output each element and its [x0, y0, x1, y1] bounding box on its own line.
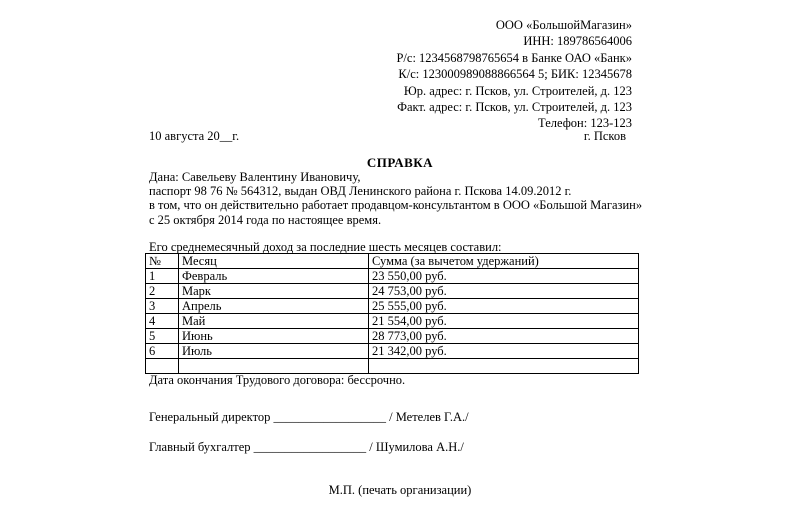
table-cell: 6 [146, 344, 179, 359]
table-row [146, 299, 639, 314]
income-intro: Его среднемесячный доход за последние шесть месяцев составил: [149, 240, 502, 254]
table-header-cell: Сумма (за вычетом удержаний) [369, 254, 639, 269]
organization-inn: ИНН: 189786564006 [523, 34, 632, 49]
body-line-period: с 25 октября 2014 года по настоящее время. [149, 212, 382, 227]
table-row [146, 284, 639, 299]
table-row [146, 344, 639, 359]
table-cell: Февраль [179, 269, 369, 284]
organization-requisites [396, 17, 632, 132]
stamp-placeholder: М.П. (печать организации) [328, 483, 472, 497]
organization-account: Р/с: 1234568798765654 в Банке ОАО «Банк» [396, 50, 632, 65]
table-row [146, 359, 639, 374]
table-cell: 23 550,00 руб. [369, 269, 639, 284]
accountant-signature-line: Главный бухгалтер __________________ / Шумилова А.Н./ [149, 440, 464, 454]
body-line-employment: в том, что он действительно работает продавцом-консультантом в ООО «Большой Магазин» [149, 198, 643, 213]
table-cell: 24 753,00 руб. [369, 284, 639, 299]
issue-date: 10 августа 20__г. [149, 129, 240, 143]
certificate-body [149, 170, 642, 227]
table-cell: 21 554,00 руб. [369, 314, 639, 329]
table-cell [369, 359, 639, 374]
table-cell [179, 359, 369, 374]
table-cell: Апрель [179, 299, 369, 314]
table-row [146, 269, 639, 284]
organization-legal-address: Юр. адрес: г. Псков, ул. Строителей, д. 123 [403, 83, 632, 98]
table-cell: 25 555,00 руб. [369, 299, 639, 314]
organization-actual-address: Факт. адрес: г. Псков, ул. Строителей, д. 123 [397, 100, 632, 115]
issue-city: г. Псков [583, 129, 626, 143]
table-cell: Май [179, 314, 369, 329]
table-cell: 4 [146, 314, 179, 329]
table-cell: 1 [146, 269, 179, 284]
organization-phone: Телефон: 123-123 [538, 116, 632, 131]
document-title: СПРАВКА [366, 155, 434, 170]
table-cell: 2 [146, 284, 179, 299]
table-cell: Марк [179, 284, 369, 299]
body-line-passport: паспорт 98 76 № 564312, выдан ОВД Ленинского района г. Пскова 14.09.2012 г. [149, 184, 572, 199]
table-row [146, 314, 639, 329]
table-cell: 5 [146, 329, 179, 344]
income-table [145, 253, 639, 374]
table-cell: 21 342,00 руб. [369, 344, 639, 359]
table-cell: Июль [179, 344, 369, 359]
table-header-row [146, 254, 639, 269]
table-header-cell: Месяц [179, 254, 369, 269]
organization-name: ООО «БольшойМагазин» [495, 18, 632, 32]
organization-corr-account: К/с: 123000989088866564 5; БИК: 12345678 [398, 67, 632, 82]
table-row [146, 329, 639, 344]
table-cell [146, 359, 179, 374]
body-line-recipient: Дана: Савельеву Валентину Ивановичу, [149, 170, 361, 184]
table-cell: 3 [146, 299, 179, 314]
table-cell: Июнь [179, 329, 369, 344]
table-header-cell: № [146, 254, 179, 269]
director-signature-line: Генеральный директор __________________ / Метелев Г.А./ [149, 410, 469, 424]
table-cell: 28 773,00 руб. [369, 329, 639, 344]
contract-end-date: Дата окончания Трудового договора: бессрочно. [149, 373, 406, 387]
